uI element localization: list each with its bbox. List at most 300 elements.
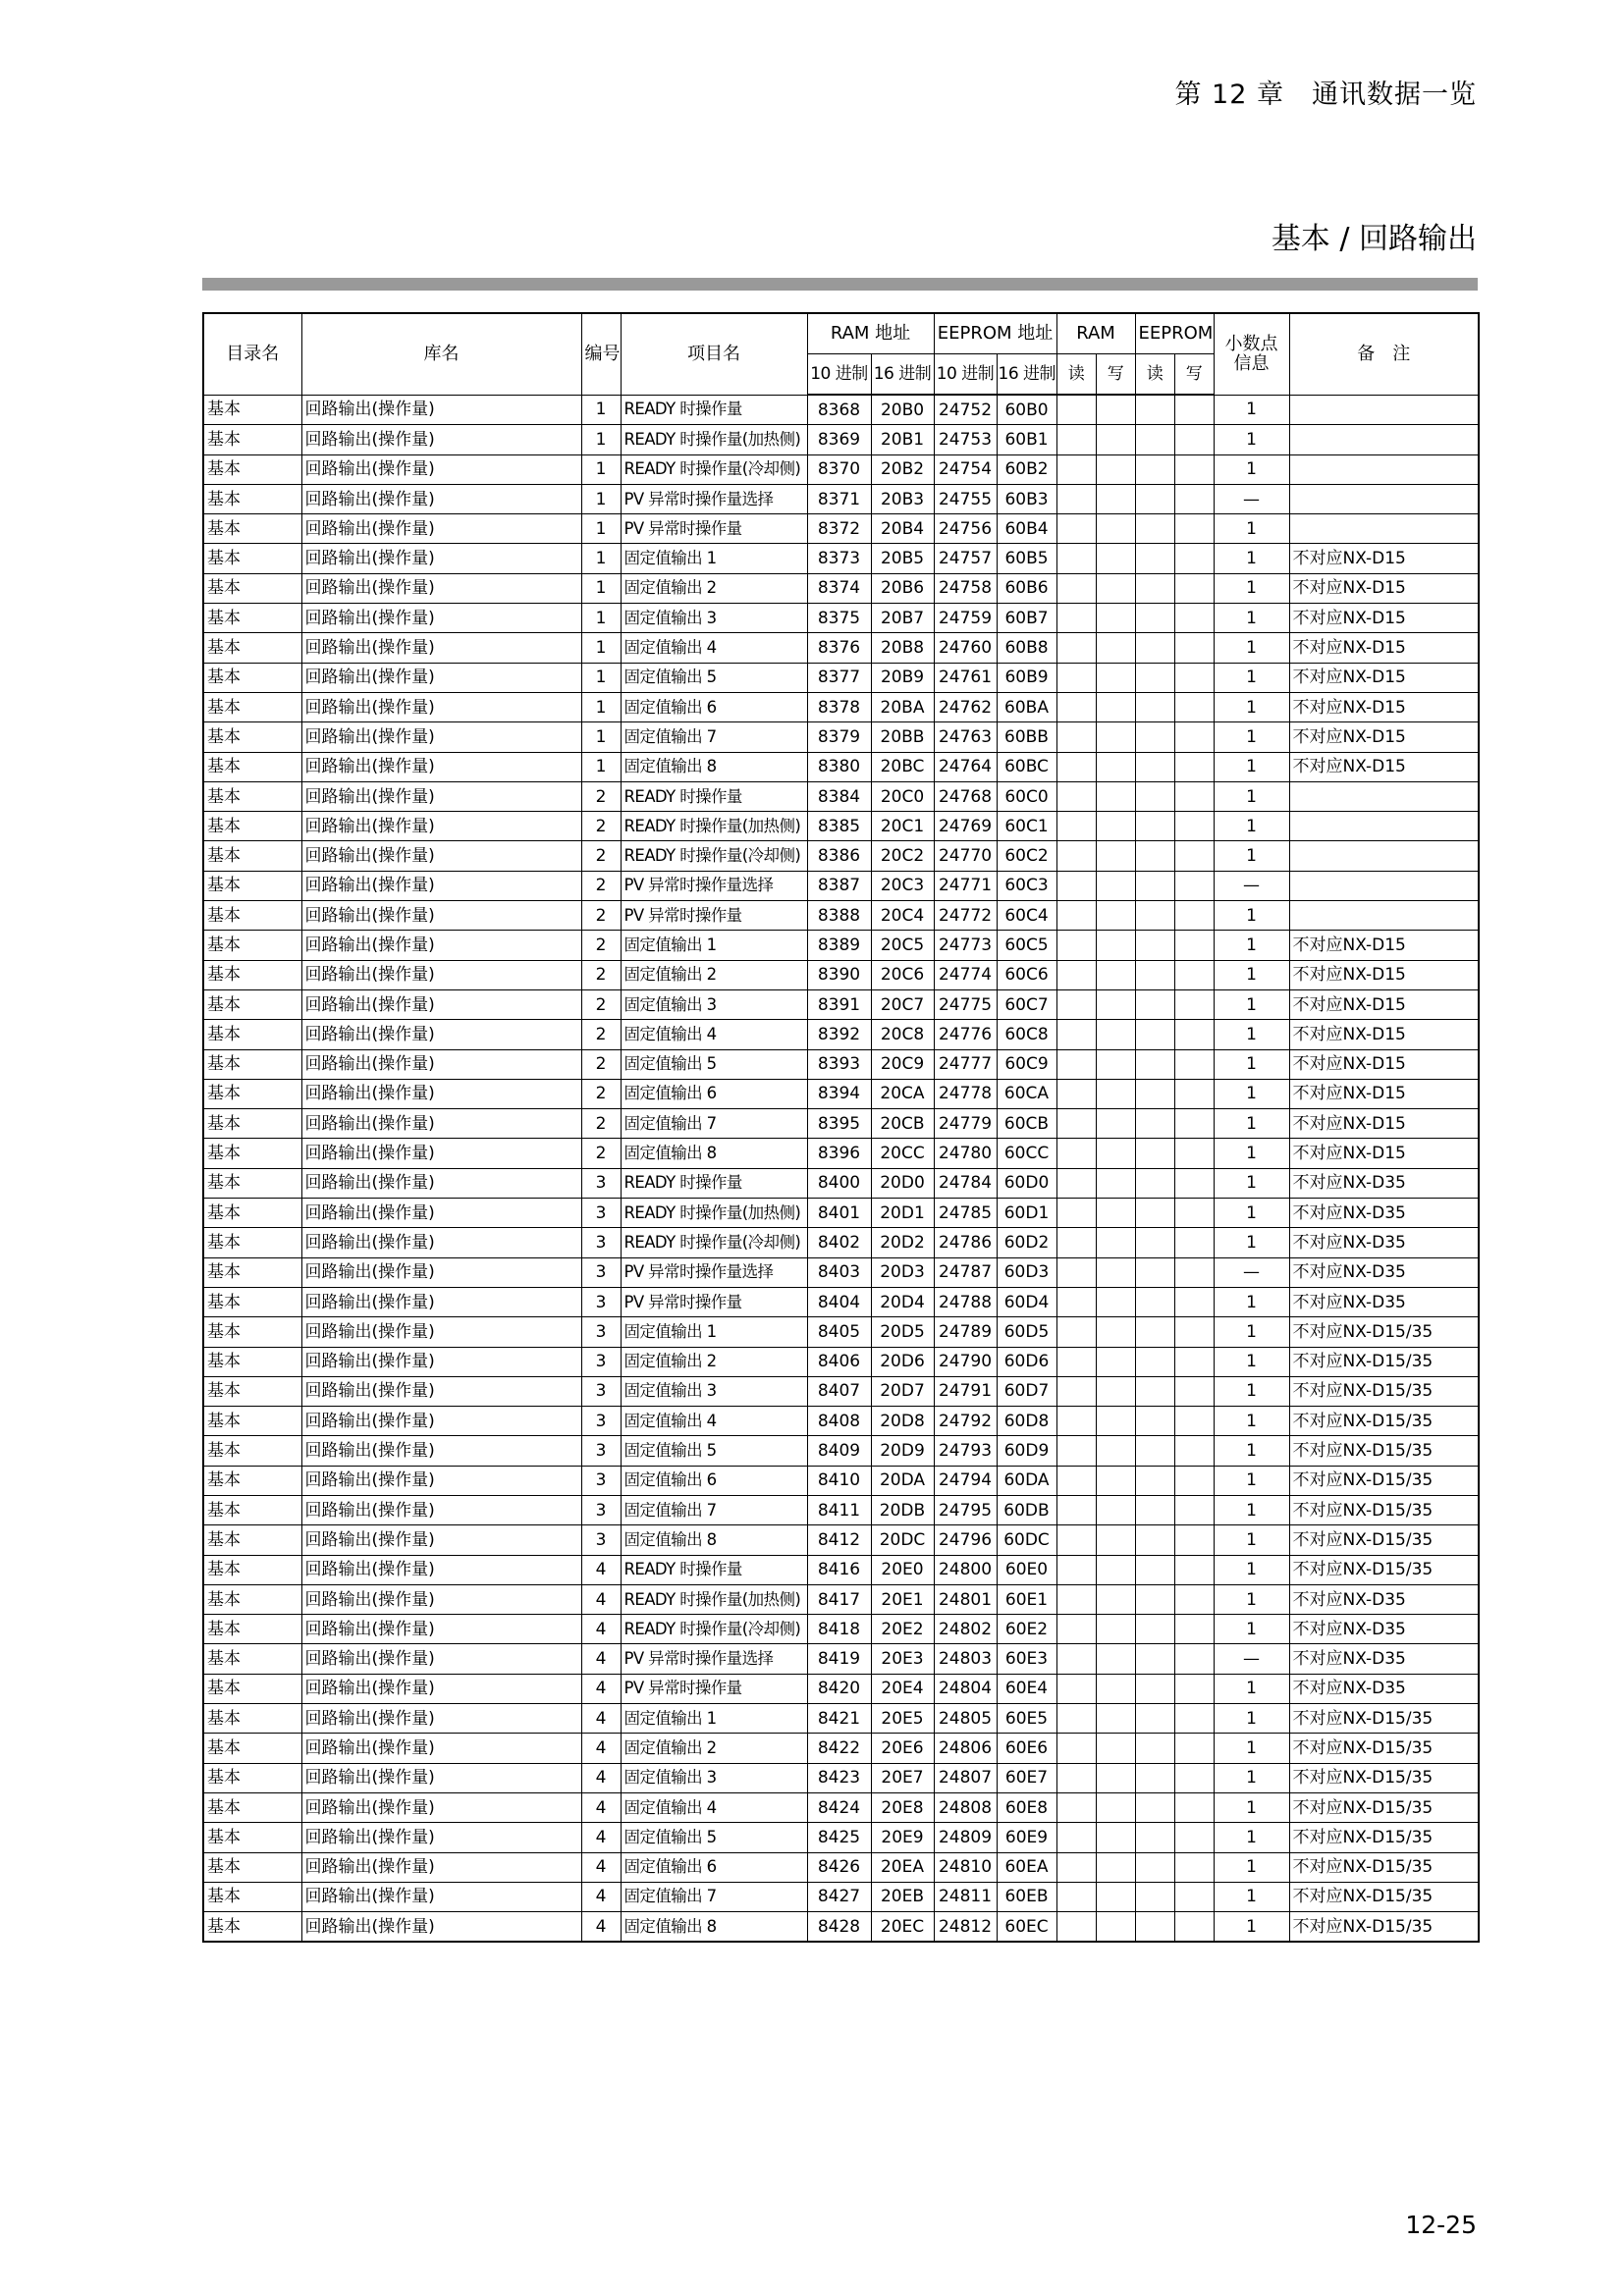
cell-eeprom-write <box>1174 1049 1214 1079</box>
cell-eeprom-hex: 60BA <box>997 692 1056 721</box>
cell-eeprom-write <box>1174 1734 1214 1763</box>
cell-ram-read <box>1056 841 1096 871</box>
cell-remarks <box>1289 454 1479 484</box>
cell-ram-dec: 8370 <box>807 454 871 484</box>
cell-decimal-info: 1 <box>1214 1615 1289 1644</box>
cell-eeprom-read <box>1135 1555 1174 1584</box>
cell-number: 2 <box>581 1079 621 1108</box>
cell-ram-hex: 20E2 <box>871 1615 934 1644</box>
cell-eeprom-read <box>1135 1317 1174 1347</box>
cell-ram-read <box>1056 1763 1096 1792</box>
cell-eeprom-read <box>1135 1168 1174 1198</box>
cell-remarks <box>1289 781 1479 811</box>
cell-ram-dec: 8375 <box>807 604 871 633</box>
cell-ram-hex: 20C3 <box>871 871 934 900</box>
cell-remarks: 不对应NX-D15/35 <box>1289 1882 1479 1911</box>
cell-eeprom-dec: 24754 <box>934 454 997 484</box>
cell-ram-write <box>1096 1823 1135 1852</box>
cell-remarks: 不对应NX-D35 <box>1289 1584 1479 1614</box>
cell-ram-hex: 20B1 <box>871 425 934 454</box>
cell-library: 回路输出(操作量) <box>301 901 581 931</box>
cell-ram-read <box>1056 1436 1096 1466</box>
cell-eeprom-read <box>1135 573 1174 603</box>
cell-eeprom-write <box>1174 1852 1214 1882</box>
cell-library: 回路输出(操作量) <box>301 1317 581 1347</box>
table-row <box>203 1079 1479 1108</box>
cell-catalog: 基本 <box>203 1644 301 1674</box>
cell-ram-hex: 20C0 <box>871 781 934 811</box>
cell-catalog: 基本 <box>203 604 301 633</box>
table-row <box>203 1763 1479 1792</box>
cell-item: 固定值输出 2 <box>621 960 807 989</box>
cell-eeprom-write <box>1174 1615 1214 1644</box>
cell-ram-dec: 8387 <box>807 871 871 900</box>
cell-decimal-info: 1 <box>1214 1495 1289 1524</box>
cell-ram-hex: 20D1 <box>871 1199 934 1228</box>
table-body <box>203 395 1479 1942</box>
cell-eeprom-read <box>1135 1644 1174 1674</box>
cell-ram-hex: 20BA <box>871 692 934 721</box>
cell-eeprom-dec: 24752 <box>934 395 997 425</box>
cell-library: 回路输出(操作量) <box>301 1555 581 1584</box>
cell-decimal-info: 1 <box>1214 1317 1289 1347</box>
cell-eeprom-read <box>1135 989 1174 1019</box>
cell-ram-read <box>1056 901 1096 931</box>
cell-ram-write <box>1096 1317 1135 1347</box>
table-row <box>203 722 1479 752</box>
cell-remarks: 不对应NX-D15/35 <box>1289 1495 1479 1524</box>
cell-catalog: 基本 <box>203 1317 301 1347</box>
table-row <box>203 1287 1479 1316</box>
cell-eeprom-dec: 24775 <box>934 989 997 1019</box>
cell-ram-hex: 20B9 <box>871 663 934 692</box>
cell-ram-write <box>1096 1079 1135 1108</box>
cell-eeprom-hex: 60C9 <box>997 1049 1056 1079</box>
cell-ram-read <box>1056 1257 1096 1287</box>
header-ram-address: RAM 地址 <box>807 313 934 354</box>
cell-ram-write <box>1096 454 1135 484</box>
cell-decimal-info: 1 <box>1214 1049 1289 1079</box>
cell-ram-read <box>1056 692 1096 721</box>
cell-eeprom-hex: 60EA <box>997 1852 1056 1882</box>
cell-ram-read <box>1056 1049 1096 1079</box>
table-row <box>203 1347 1479 1376</box>
table-row <box>203 1615 1479 1644</box>
cell-decimal-info: 1 <box>1214 1199 1289 1228</box>
cell-eeprom-read <box>1135 663 1174 692</box>
cell-eeprom-read <box>1135 812 1174 841</box>
cell-library: 回路输出(操作量) <box>301 1792 581 1822</box>
cell-number: 3 <box>581 1317 621 1347</box>
cell-eeprom-read <box>1135 1199 1174 1228</box>
cell-remarks: 不对应NX-D15/35 <box>1289 1347 1479 1376</box>
cell-catalog: 基本 <box>203 395 301 425</box>
cell-decimal-info: 1 <box>1214 781 1289 811</box>
cell-item: 固定值输出 6 <box>621 692 807 721</box>
cell-eeprom-dec: 24809 <box>934 1823 997 1852</box>
cell-ram-hex: 20B7 <box>871 604 934 633</box>
cell-number: 2 <box>581 989 621 1019</box>
cell-library: 回路输出(操作量) <box>301 1049 581 1079</box>
cell-ram-hex: 20D3 <box>871 1257 934 1287</box>
cell-ram-read <box>1056 1466 1096 1495</box>
cell-eeprom-hex: 60C1 <box>997 812 1056 841</box>
cell-ram-read <box>1056 425 1096 454</box>
cell-eeprom-write <box>1174 1109 1214 1139</box>
cell-ram-read <box>1056 1287 1096 1316</box>
cell-ram-read <box>1056 1199 1096 1228</box>
cell-ram-read <box>1056 1912 1096 1943</box>
cell-ram-write <box>1096 1199 1135 1228</box>
cell-catalog: 基本 <box>203 1674 301 1703</box>
cell-ram-write <box>1096 692 1135 721</box>
cell-decimal-info: 1 <box>1214 604 1289 633</box>
cell-ram-read <box>1056 1852 1096 1882</box>
cell-eeprom-read <box>1135 1674 1174 1703</box>
cell-ram-dec: 8424 <box>807 1792 871 1822</box>
cell-eeprom-write <box>1174 1674 1214 1703</box>
cell-decimal-info: 1 <box>1214 931 1289 960</box>
cell-catalog: 基本 <box>203 752 301 781</box>
cell-number: 3 <box>581 1228 621 1257</box>
cell-number: 1 <box>581 514 621 544</box>
cell-eeprom-dec: 24780 <box>934 1139 997 1168</box>
cell-ram-dec: 8416 <box>807 1555 871 1584</box>
cell-remarks: 不对应NX-D35 <box>1289 1199 1479 1228</box>
cell-eeprom-dec: 24779 <box>934 1109 997 1139</box>
cell-number: 3 <box>581 1257 621 1287</box>
cell-eeprom-hex: 60CC <box>997 1139 1056 1168</box>
cell-ram-read <box>1056 812 1096 841</box>
cell-catalog: 基本 <box>203 781 301 811</box>
cell-eeprom-write <box>1174 901 1214 931</box>
cell-ram-write <box>1096 1704 1135 1734</box>
cell-ram-dec: 8412 <box>807 1525 871 1555</box>
cell-item: 固定值输出 2 <box>621 573 807 603</box>
cell-ram-read <box>1056 1792 1096 1822</box>
cell-ram-dec: 8417 <box>807 1584 871 1614</box>
cell-catalog: 基本 <box>203 1436 301 1466</box>
cell-library: 回路输出(操作量) <box>301 1376 581 1406</box>
cell-ram-hex: 20BC <box>871 752 934 781</box>
cell-ram-hex: 20EA <box>871 1852 934 1882</box>
cell-eeprom-write <box>1174 871 1214 900</box>
cell-eeprom-read <box>1135 425 1174 454</box>
cell-ram-dec: 8388 <box>807 901 871 931</box>
cell-eeprom-read <box>1135 1376 1174 1406</box>
cell-ram-read <box>1056 1139 1096 1168</box>
cell-remarks: 不对应NX-D15/35 <box>1289 1734 1479 1763</box>
cell-ram-write <box>1096 1792 1135 1822</box>
cell-library: 回路输出(操作量) <box>301 1228 581 1257</box>
page-number: 12-25 <box>1405 2211 1477 2239</box>
header-eeprom-hex: 16 进制 <box>997 354 1056 396</box>
cell-item: READY 时操作量(加热侧) <box>621 425 807 454</box>
cell-eeprom-dec: 24792 <box>934 1407 997 1436</box>
cell-library: 回路输出(操作量) <box>301 692 581 721</box>
cell-catalog: 基本 <box>203 454 301 484</box>
cell-remarks: 不对应NX-D15/35 <box>1289 1792 1479 1822</box>
cell-ram-write <box>1096 1852 1135 1882</box>
cell-number: 1 <box>581 454 621 484</box>
cell-eeprom-dec: 24807 <box>934 1763 997 1792</box>
cell-eeprom-hex: 60EB <box>997 1882 1056 1911</box>
cell-number: 3 <box>581 1347 621 1376</box>
cell-eeprom-read <box>1135 454 1174 484</box>
cell-item: 固定值输出 6 <box>621 1079 807 1108</box>
cell-eeprom-hex: 60D8 <box>997 1407 1056 1436</box>
cell-ram-write <box>1096 425 1135 454</box>
cell-ram-hex: 20D2 <box>871 1228 934 1257</box>
communication-data-table <box>202 312 1480 1943</box>
cell-remarks: 不对应NX-D15 <box>1289 604 1479 633</box>
cell-decimal-info: 1 <box>1214 1525 1289 1555</box>
cell-item: 固定值输出 8 <box>621 1912 807 1943</box>
cell-library: 回路输出(操作量) <box>301 1763 581 1792</box>
cell-number: 2 <box>581 960 621 989</box>
cell-ram-dec: 8428 <box>807 1912 871 1943</box>
cell-catalog: 基本 <box>203 1139 301 1168</box>
cell-ram-write <box>1096 1882 1135 1911</box>
table-row <box>203 752 1479 781</box>
table-row <box>203 573 1479 603</box>
cell-eeprom-read <box>1135 781 1174 811</box>
cell-decimal-info: 1 <box>1214 1704 1289 1734</box>
table-row <box>203 1407 1479 1436</box>
cell-number: 3 <box>581 1376 621 1406</box>
cell-ram-read <box>1056 633 1096 663</box>
cell-library: 回路输出(操作量) <box>301 1584 581 1614</box>
cell-remarks: 不对应NX-D35 <box>1289 1257 1479 1287</box>
cell-eeprom-hex: 60D0 <box>997 1168 1056 1198</box>
cell-eeprom-dec: 24787 <box>934 1257 997 1287</box>
cell-item: PV 异常时操作量选择 <box>621 1257 807 1287</box>
cell-catalog: 基本 <box>203 573 301 603</box>
cell-eeprom-write <box>1174 1823 1214 1852</box>
cell-eeprom-read <box>1135 1139 1174 1168</box>
cell-eeprom-dec: 24770 <box>934 841 997 871</box>
cell-item: PV 异常时操作量 <box>621 514 807 544</box>
cell-catalog: 基本 <box>203 1763 301 1792</box>
cell-ram-dec: 8420 <box>807 1674 871 1703</box>
cell-ram-hex: 20C4 <box>871 901 934 931</box>
cell-remarks: 不对应NX-D15/35 <box>1289 1823 1479 1852</box>
header-eeprom-dec: 10 进制 <box>934 354 997 396</box>
cell-eeprom-write <box>1174 1466 1214 1495</box>
cell-item: 固定值输出 8 <box>621 752 807 781</box>
cell-eeprom-read <box>1135 395 1174 425</box>
cell-eeprom-write <box>1174 633 1214 663</box>
cell-item: READY 时操作量 <box>621 1555 807 1584</box>
cell-library: 回路输出(操作量) <box>301 1704 581 1734</box>
cell-decimal-info: 1 <box>1214 1407 1289 1436</box>
cell-eeprom-dec: 24793 <box>934 1436 997 1466</box>
header-eeprom-address: EEPROM 地址 <box>934 313 1056 354</box>
cell-remarks <box>1289 514 1479 544</box>
table-row <box>203 931 1479 960</box>
table-row <box>203 1882 1479 1911</box>
cell-library: 回路输出(操作量) <box>301 514 581 544</box>
cell-eeprom-write <box>1174 1792 1214 1822</box>
cell-catalog: 基本 <box>203 812 301 841</box>
cell-eeprom-dec: 24796 <box>934 1525 997 1555</box>
cell-item: 固定值输出 4 <box>621 1792 807 1822</box>
cell-eeprom-dec: 24800 <box>934 1555 997 1584</box>
cell-catalog: 基本 <box>203 1792 301 1822</box>
cell-eeprom-write <box>1174 1376 1214 1406</box>
cell-number: 4 <box>581 1763 621 1792</box>
cell-ram-dec: 8394 <box>807 1079 871 1108</box>
cell-library: 回路输出(操作量) <box>301 1436 581 1466</box>
cell-ram-write <box>1096 989 1135 1019</box>
cell-eeprom-write <box>1174 960 1214 989</box>
cell-item: 固定值输出 1 <box>621 931 807 960</box>
cell-remarks: 不对应NX-D15/35 <box>1289 1436 1479 1466</box>
cell-number: 4 <box>581 1792 621 1822</box>
cell-ram-hex: 20DC <box>871 1525 934 1555</box>
cell-eeprom-write <box>1174 1139 1214 1168</box>
cell-decimal-info: 1 <box>1214 573 1289 603</box>
cell-eeprom-write <box>1174 1168 1214 1198</box>
cell-ram-write <box>1096 781 1135 811</box>
cell-ram-hex: 20C8 <box>871 1020 934 1049</box>
table-row <box>203 1912 1479 1943</box>
cell-remarks: 不对应NX-D15/35 <box>1289 1555 1479 1584</box>
cell-ram-write <box>1096 931 1135 960</box>
cell-ram-write <box>1096 633 1135 663</box>
cell-library: 回路输出(操作量) <box>301 573 581 603</box>
cell-catalog: 基本 <box>203 1199 301 1228</box>
cell-ram-dec: 8403 <box>807 1257 871 1287</box>
cell-eeprom-hex: 60E3 <box>997 1644 1056 1674</box>
cell-remarks: 不对应NX-D15/35 <box>1289 1704 1479 1734</box>
cell-ram-hex: 20C7 <box>871 989 934 1019</box>
cell-eeprom-dec: 24761 <box>934 663 997 692</box>
cell-ram-write <box>1096 573 1135 603</box>
cell-remarks: 不对应NX-D15 <box>1289 1109 1479 1139</box>
cell-eeprom-dec: 24757 <box>934 544 997 573</box>
cell-ram-hex: 20EB <box>871 1882 934 1911</box>
cell-number: 2 <box>581 1020 621 1049</box>
cell-number: 4 <box>581 1852 621 1882</box>
table-row <box>203 812 1479 841</box>
cell-decimal-info: 1 <box>1214 1584 1289 1614</box>
cell-remarks: 不对应NX-D35 <box>1289 1615 1479 1644</box>
cell-library: 回路输出(操作量) <box>301 1912 581 1943</box>
cell-number: 3 <box>581 1525 621 1555</box>
cell-decimal-info: 1 <box>1214 454 1289 484</box>
cell-eeprom-dec: 24769 <box>934 812 997 841</box>
cell-eeprom-dec: 24759 <box>934 604 997 633</box>
cell-remarks <box>1289 425 1479 454</box>
cell-ram-hex: 20CB <box>871 1109 934 1139</box>
cell-eeprom-read <box>1135 633 1174 663</box>
cell-eeprom-write <box>1174 1020 1214 1049</box>
cell-item: READY 时操作量(冷却侧) <box>621 1615 807 1644</box>
cell-eeprom-dec: 24768 <box>934 781 997 811</box>
cell-eeprom-read <box>1135 1823 1174 1852</box>
cell-eeprom-read <box>1135 722 1174 752</box>
cell-eeprom-dec: 24774 <box>934 960 997 989</box>
cell-catalog: 基本 <box>203 841 301 871</box>
cell-catalog: 基本 <box>203 663 301 692</box>
cell-library: 回路输出(操作量) <box>301 1852 581 1882</box>
table-row <box>203 901 1479 931</box>
cell-eeprom-write <box>1174 395 1214 425</box>
cell-eeprom-dec: 24786 <box>934 1228 997 1257</box>
cell-eeprom-write <box>1174 544 1214 573</box>
cell-decimal-info: 1 <box>1214 989 1289 1019</box>
cell-item: 固定值输出 7 <box>621 1495 807 1524</box>
cell-remarks: 不对应NX-D15/35 <box>1289 1852 1479 1882</box>
table-row <box>203 1852 1479 1882</box>
cell-decimal-info: 1 <box>1214 544 1289 573</box>
cell-number: 2 <box>581 871 621 900</box>
cell-eeprom-read <box>1135 1407 1174 1436</box>
cell-ram-hex: 20E6 <box>871 1734 934 1763</box>
cell-decimal-info: 1 <box>1214 1436 1289 1466</box>
cell-remarks: 不对应NX-D15/35 <box>1289 1317 1479 1347</box>
header-ram-write: 写 <box>1096 354 1135 396</box>
table-row <box>203 633 1479 663</box>
cell-catalog: 基本 <box>203 722 301 752</box>
table-row <box>203 1525 1479 1555</box>
cell-remarks: 不对应NX-D15/35 <box>1289 1376 1479 1406</box>
cell-library: 回路输出(操作量) <box>301 1079 581 1108</box>
cell-ram-hex: 20EC <box>871 1912 934 1943</box>
cell-ram-write <box>1096 1347 1135 1376</box>
cell-eeprom-hex: 60E2 <box>997 1615 1056 1644</box>
cell-library: 回路输出(操作量) <box>301 1644 581 1674</box>
cell-remarks: 不对应NX-D15 <box>1289 1049 1479 1079</box>
cell-ram-write <box>1096 1615 1135 1644</box>
cell-remarks: 不对应NX-D15 <box>1289 722 1479 752</box>
cell-ram-dec: 8426 <box>807 1852 871 1882</box>
cell-ram-hex: 20CC <box>871 1139 934 1168</box>
cell-eeprom-hex: 60E4 <box>997 1674 1056 1703</box>
cell-ram-dec: 8406 <box>807 1347 871 1376</box>
cell-ram-dec: 8372 <box>807 514 871 544</box>
cell-library: 回路输出(操作量) <box>301 633 581 663</box>
cell-catalog: 基本 <box>203 1376 301 1406</box>
cell-eeprom-hex: 60E5 <box>997 1704 1056 1734</box>
cell-eeprom-write <box>1174 425 1214 454</box>
cell-remarks: 不对应NX-D15/35 <box>1289 1763 1479 1792</box>
cell-decimal-info: 1 <box>1214 1020 1289 1049</box>
table-row <box>203 1466 1479 1495</box>
cell-catalog: 基本 <box>203 1525 301 1555</box>
cell-ram-read <box>1056 989 1096 1019</box>
table-row <box>203 1020 1479 1049</box>
cell-eeprom-read <box>1135 1020 1174 1049</box>
cell-ram-read <box>1056 1228 1096 1257</box>
table-row <box>203 544 1479 573</box>
cell-ram-dec: 8386 <box>807 841 871 871</box>
cell-library: 回路输出(操作量) <box>301 1347 581 1376</box>
table-row <box>203 1317 1479 1347</box>
cell-ram-read <box>1056 752 1096 781</box>
cell-remarks: 不对应NX-D15 <box>1289 960 1479 989</box>
cell-ram-hex: 20D8 <box>871 1407 934 1436</box>
cell-ram-hex: 20D5 <box>871 1317 934 1347</box>
cell-eeprom-dec: 24794 <box>934 1466 997 1495</box>
cell-ram-dec: 8421 <box>807 1704 871 1734</box>
table-header <box>203 313 1479 395</box>
cell-ram-write <box>1096 841 1135 871</box>
cell-ram-dec: 8411 <box>807 1495 871 1524</box>
table-row <box>203 1228 1479 1257</box>
cell-ram-hex: 20E4 <box>871 1674 934 1703</box>
